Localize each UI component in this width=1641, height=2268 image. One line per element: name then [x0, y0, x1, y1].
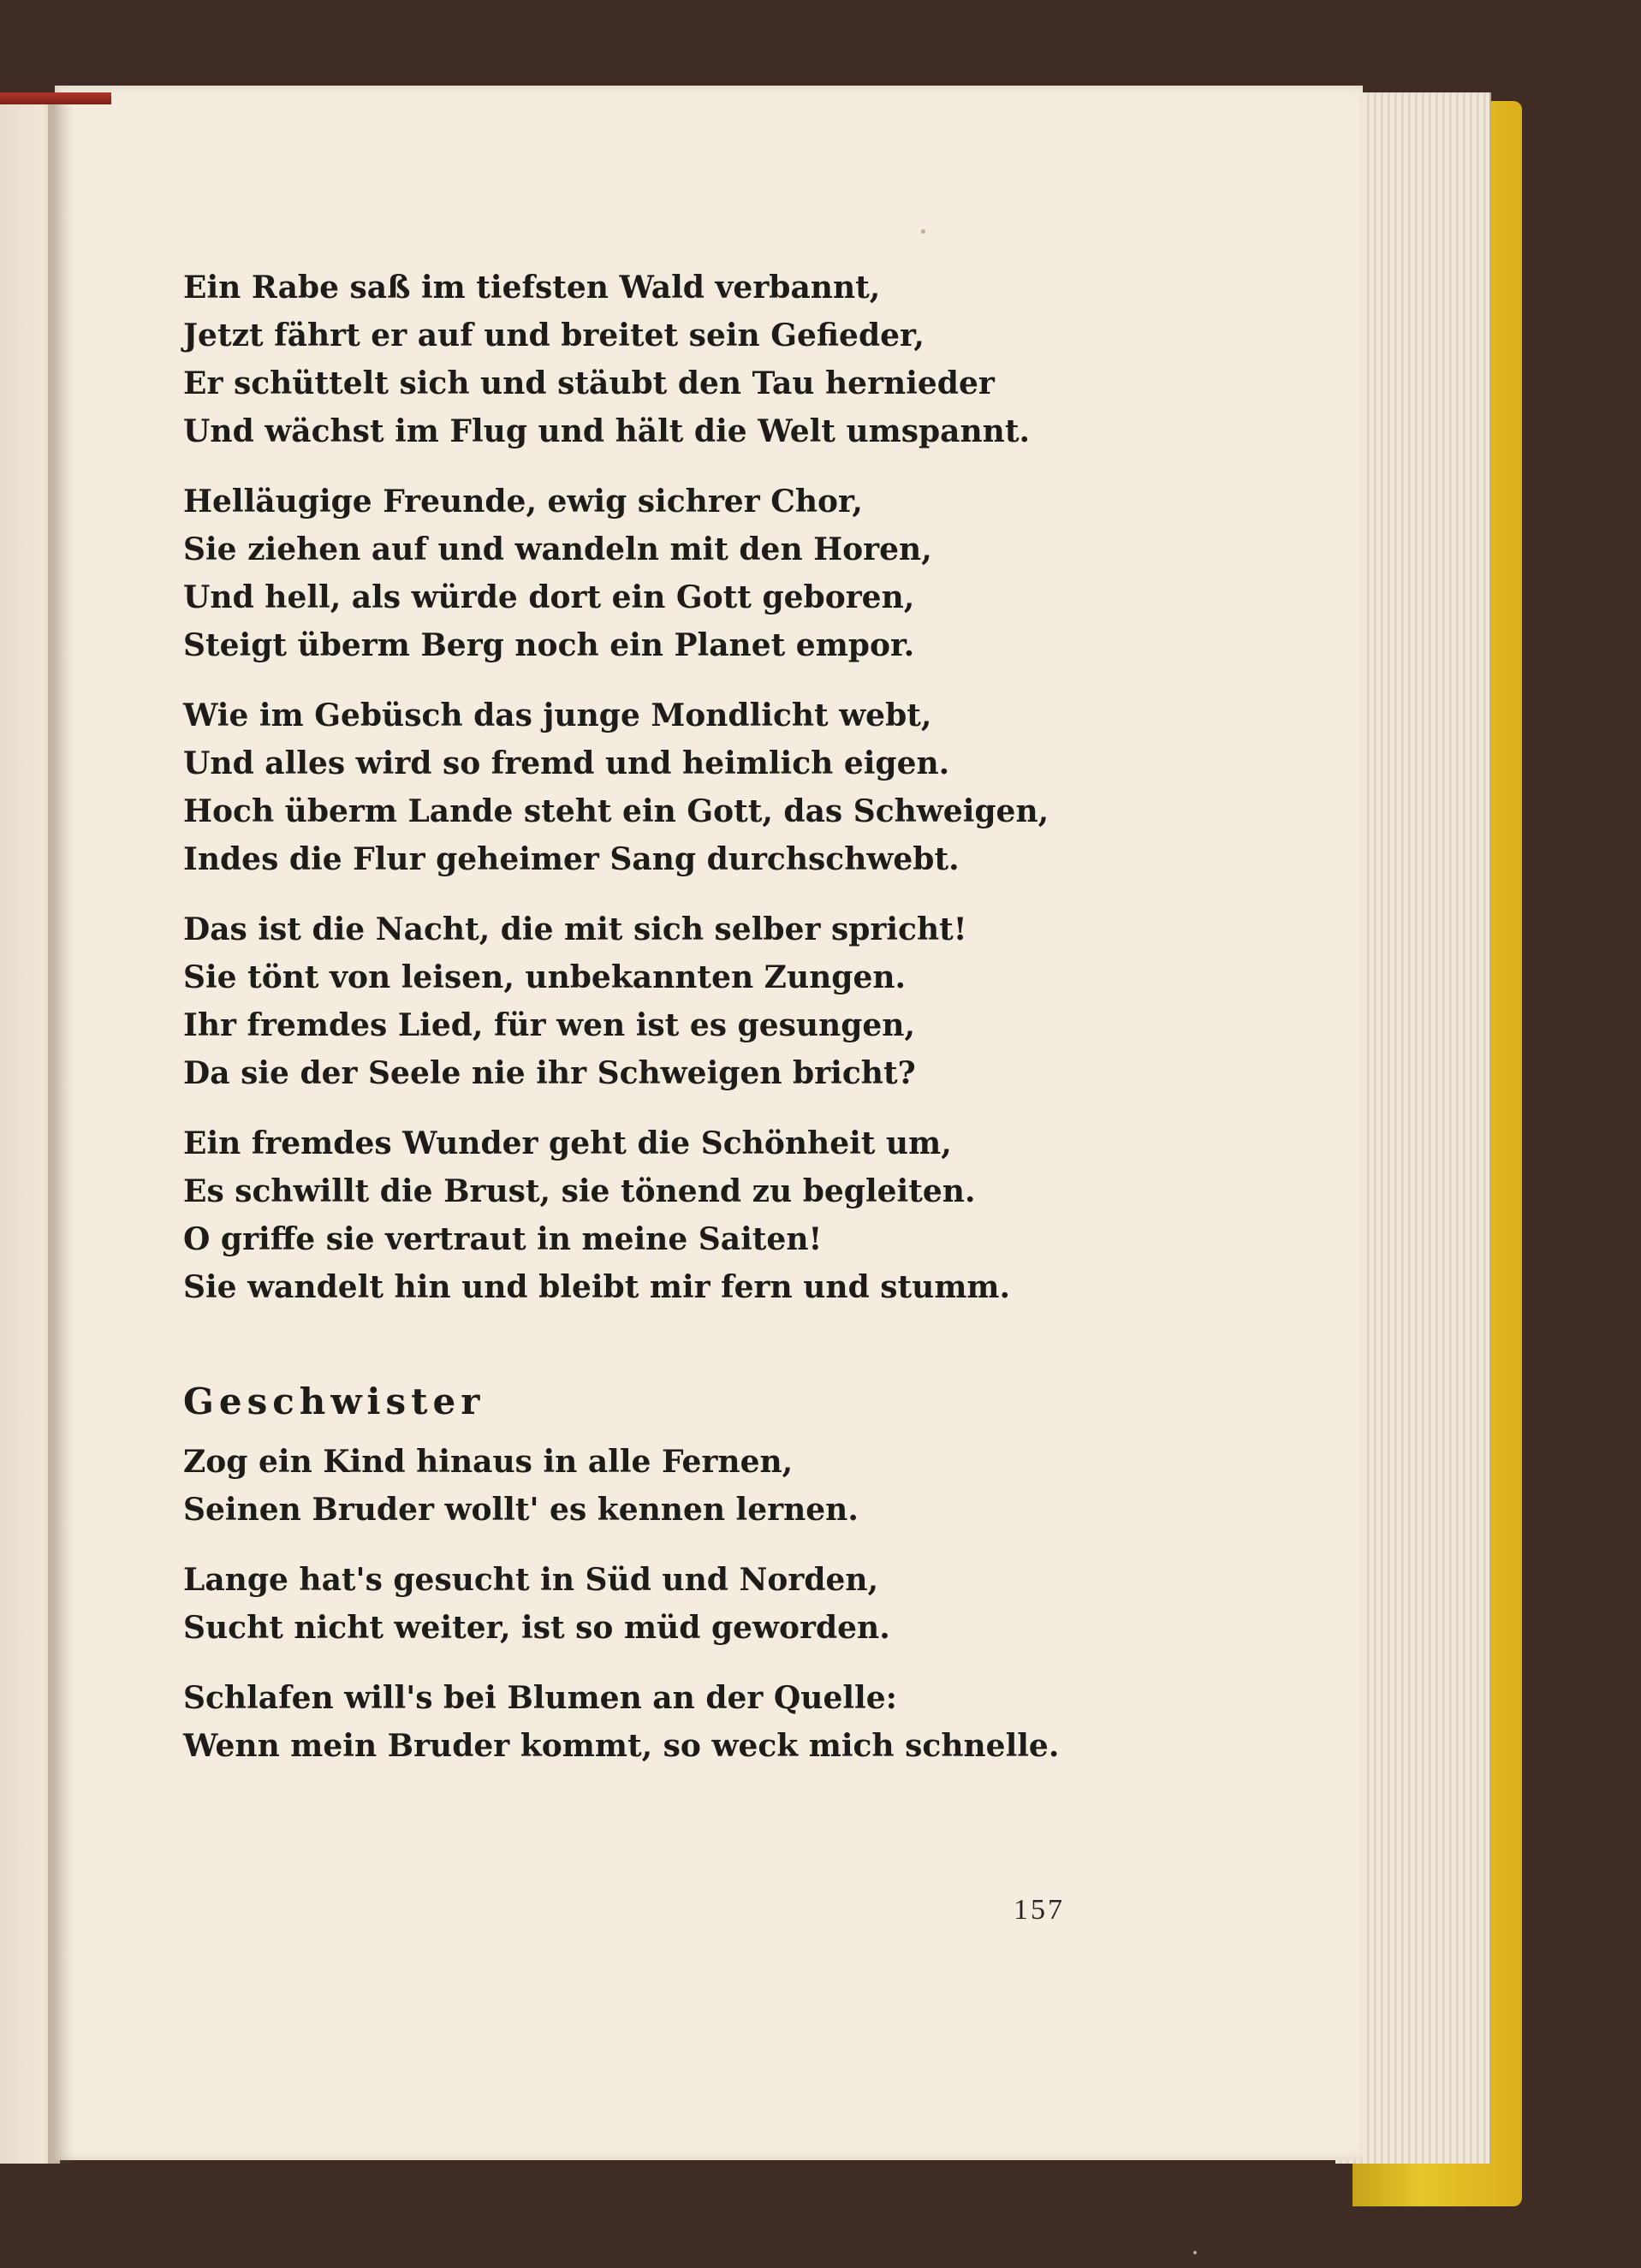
- stanza: [183, 1556, 1022, 1652]
- verse-line: Und alles wird so fremd und heimlich eigen.: [183, 745, 950, 781]
- verse-line: Hoch überm Lande steht ein Gott, das Schweigen,: [183, 793, 1049, 829]
- verse-line: Steigt überm Berg noch ein Planet empor.: [183, 627, 915, 663]
- verse-line: Und wächst im Flug und hält die Welt umspannt.: [183, 413, 1030, 449]
- stanza: [183, 1119, 1022, 1311]
- verse-line: Sie ziehen auf und wandeln mit den Horen,: [183, 531, 932, 567]
- verse-line: Indes die Flur geheimer Sang durchschwebt.: [183, 841, 960, 877]
- verse-line: Er schüttelt sich und stäubt den Tau hernieder: [183, 365, 995, 401]
- recto-page: [55, 86, 1363, 2160]
- stanza: [183, 905, 1022, 1097]
- verse-line: Wie im Gebüsch das junge Mondlicht webt,: [183, 698, 932, 733]
- verse-line: Wenn mein Bruder kommt, so weck mich schnelle.: [183, 1728, 1060, 1764]
- verse-line: O griffe sie vertraut in meine Saiten!: [183, 1221, 823, 1257]
- verse-line: Lange hat's gesucht in Süd und Norden,: [183, 1562, 879, 1598]
- verse-line: Ihr fremdes Lied, für wen ist es gesungen,: [183, 1007, 916, 1043]
- page-number: 157: [1014, 1894, 1065, 1926]
- paper-speck: [921, 229, 925, 234]
- paper-speck: [1193, 2251, 1197, 2254]
- stanza: [183, 1438, 1022, 1534]
- spine-shadow: [48, 92, 74, 2164]
- stanza: [183, 1674, 1060, 1770]
- verse-line: Zog ein Kind hinaus in alle Fernen,: [183, 1444, 794, 1480]
- stanza: [183, 478, 1022, 669]
- verse-line: Sie wandelt hin und bleibt mir fern und stumm.: [183, 1269, 1011, 1305]
- verse-line: Es schwillt die Brust, sie tönend zu begleiten.: [183, 1173, 976, 1209]
- verse-line: Seinen Bruder wollt' es kennen lernen.: [183, 1492, 859, 1528]
- stanza: [183, 264, 1030, 455]
- verse-line: Da sie der Seele nie ihr Schweigen bricht?: [183, 1055, 916, 1091]
- verse-line: Ein Rabe saß im tiefsten Wald verbannt,: [183, 270, 881, 306]
- verse-line: Das ist die Nacht, die mit sich selber spricht!: [183, 911, 967, 947]
- verse-line: Ein fremdes Wunder geht die Schönheit um,: [183, 1125, 952, 1161]
- verse-line: Schlafen will's bei Blumen an der Quelle:: [183, 1680, 897, 1716]
- verse-line: Helläugige Freunde, ewig sichrer Chor,: [183, 484, 863, 520]
- verse-line: Sie tönt von leisen, unbekannten Zungen.: [183, 959, 907, 995]
- verse-line: Und hell, als würde dort ein Gott geboren,: [183, 579, 915, 615]
- verse-line: Sucht nicht weiter, ist so müd geworden.: [183, 1610, 890, 1646]
- bookmark-ribbon: [0, 92, 111, 104]
- poem-title: Geschwister: [183, 1380, 485, 1422]
- stanza: [183, 692, 1049, 883]
- poem-text: [183, 264, 1060, 1792]
- verse-line: Jetzt fährt er auf und breitet sein Gefieder,: [183, 318, 925, 353]
